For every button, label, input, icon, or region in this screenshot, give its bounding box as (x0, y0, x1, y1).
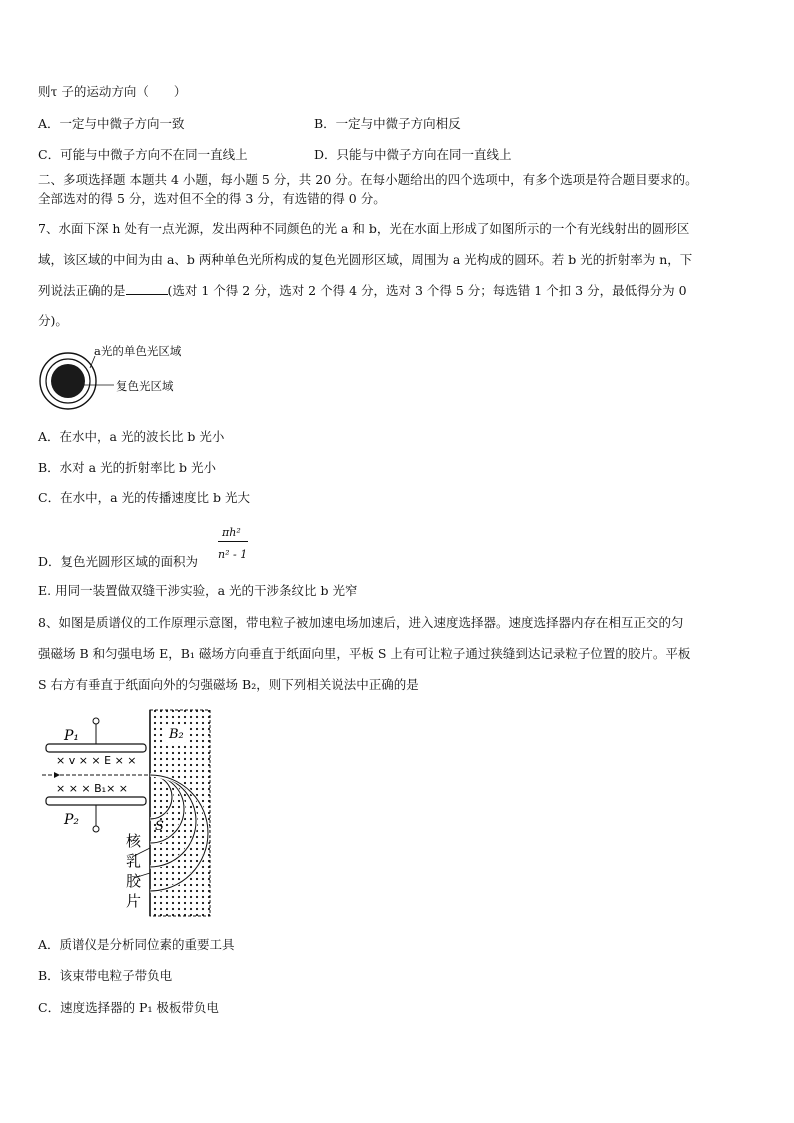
label-p1: P₁ (64, 728, 80, 744)
p1-terminal (93, 718, 99, 724)
label-mixed-region: 复色光区域 (116, 379, 174, 393)
film-char-3: 胶 (126, 872, 142, 890)
film-char-4: 片 (126, 892, 142, 910)
label-p2: P₂ (64, 812, 80, 828)
q7-stem-line3 (38, 282, 687, 300)
label-a-region: a光的单色光区域 (94, 344, 182, 358)
q8-stem-line2: 强磁场 B 和匀强电场 E，B₁ 磁场方向垂直于纸面向里，平板 S 上有可让粒子通过狭缝到达记录粒子位置的胶片。平板 (38, 646, 691, 661)
area-fraction-denominator: n² - 1 (218, 548, 248, 561)
q7-stem-line3a: 列说法正确的是 (38, 283, 126, 298)
q6-option-a: A．一定与中微子方向一致 (38, 116, 185, 131)
q7-stem-line2: 域，该区域的中间为由 a、b 两种单色光所构成的复色光圆形区域，周围为 a 光构成的圆环。若 b 光的折射率为 n，下 (38, 252, 693, 267)
fraction-bar (218, 541, 248, 542)
field-row-upper: × v × × E × × (56, 754, 137, 767)
q8-option-c: C．速度选择器的 P₁ 极板带负电 (38, 1000, 219, 1015)
q6-option-d: D．只能与中微子方向在同一直线上 (314, 147, 512, 162)
plate-p2 (46, 797, 146, 805)
mass-spectrometer-figure (38, 708, 218, 920)
film-char-2: 乳 (126, 852, 142, 870)
q7-option-c: C．在水中，a 光的传播速度比 b 光大 (38, 490, 250, 505)
q7-option-e: E. 用同一装置做双缝干涉实验，a 光的干涉条纹比 b 光窄 (38, 583, 358, 598)
section2-line2: 全部选对的得 5 分，选对但不全的得 3 分，有选错的得 0 分。 (38, 191, 386, 206)
area-fraction-numerator: πh² (222, 526, 241, 539)
q6-option-c: C．可能与中微子方向不在同一直线上 (38, 147, 248, 162)
entry-arrow-icon (54, 772, 60, 778)
q8-stem-line1: 8、如图是质谱仪的工作原理示意图，带电粒子被加速电场加速后，进入速度选择器。速度选择器内存在相互正交的匀 (38, 615, 684, 630)
q7-stem-line1: 7、水面下深 h 处有一点光源，发出两种不同颜色的光 a 和 b，光在水面上形成了如图所示的一个有光线射出的圆形区 (38, 221, 690, 236)
film-char-1: 核 (126, 832, 142, 850)
q8-option-b: B．该束带电粒子带负电 (38, 968, 173, 983)
q6-stem: 则τ 子的运动方向（ ） (38, 84, 187, 99)
q7-option-a: A．在水中，a 光的波长比 b 光小 (38, 429, 225, 444)
plate-p1 (46, 744, 146, 752)
q7-stem-line3b: (选对 1 个得 2 分，选对 2 个得 4 分，选对 3 个得 5 分；每选错 1 个扣 3 分，最低得分为 0 (167, 283, 687, 298)
label-b2: B₂ (169, 727, 184, 742)
answer-blank (126, 282, 168, 295)
q8-option-a: A．质谱仪是分析同位素的重要工具 (38, 937, 235, 952)
q7-option-d: D．复色光圆形区域的面积为 (38, 554, 199, 569)
q7-stem-line4: 分)。 (38, 313, 68, 328)
q8-stem-line3: S 右方有垂直于纸面向外的匀强磁场 B₂，则下列相关说法中正确的是 (38, 677, 419, 692)
p2-terminal (93, 826, 99, 832)
label-s: S (155, 819, 164, 834)
section2-line1: 二、多项选择题 本题共 4 小题，每小题 5 分，共 20 分。在每小题给出的四个选项中，有多个选项是符合题目要求的。 (38, 172, 698, 187)
q7-option-b: B．水对 a 光的折射率比 b 光小 (38, 460, 217, 475)
field-row-lower: × × × B₁× × (56, 782, 129, 795)
q6-option-b: B．一定与中微子方向相反 (314, 116, 461, 131)
mixed-light-disk (51, 364, 85, 398)
